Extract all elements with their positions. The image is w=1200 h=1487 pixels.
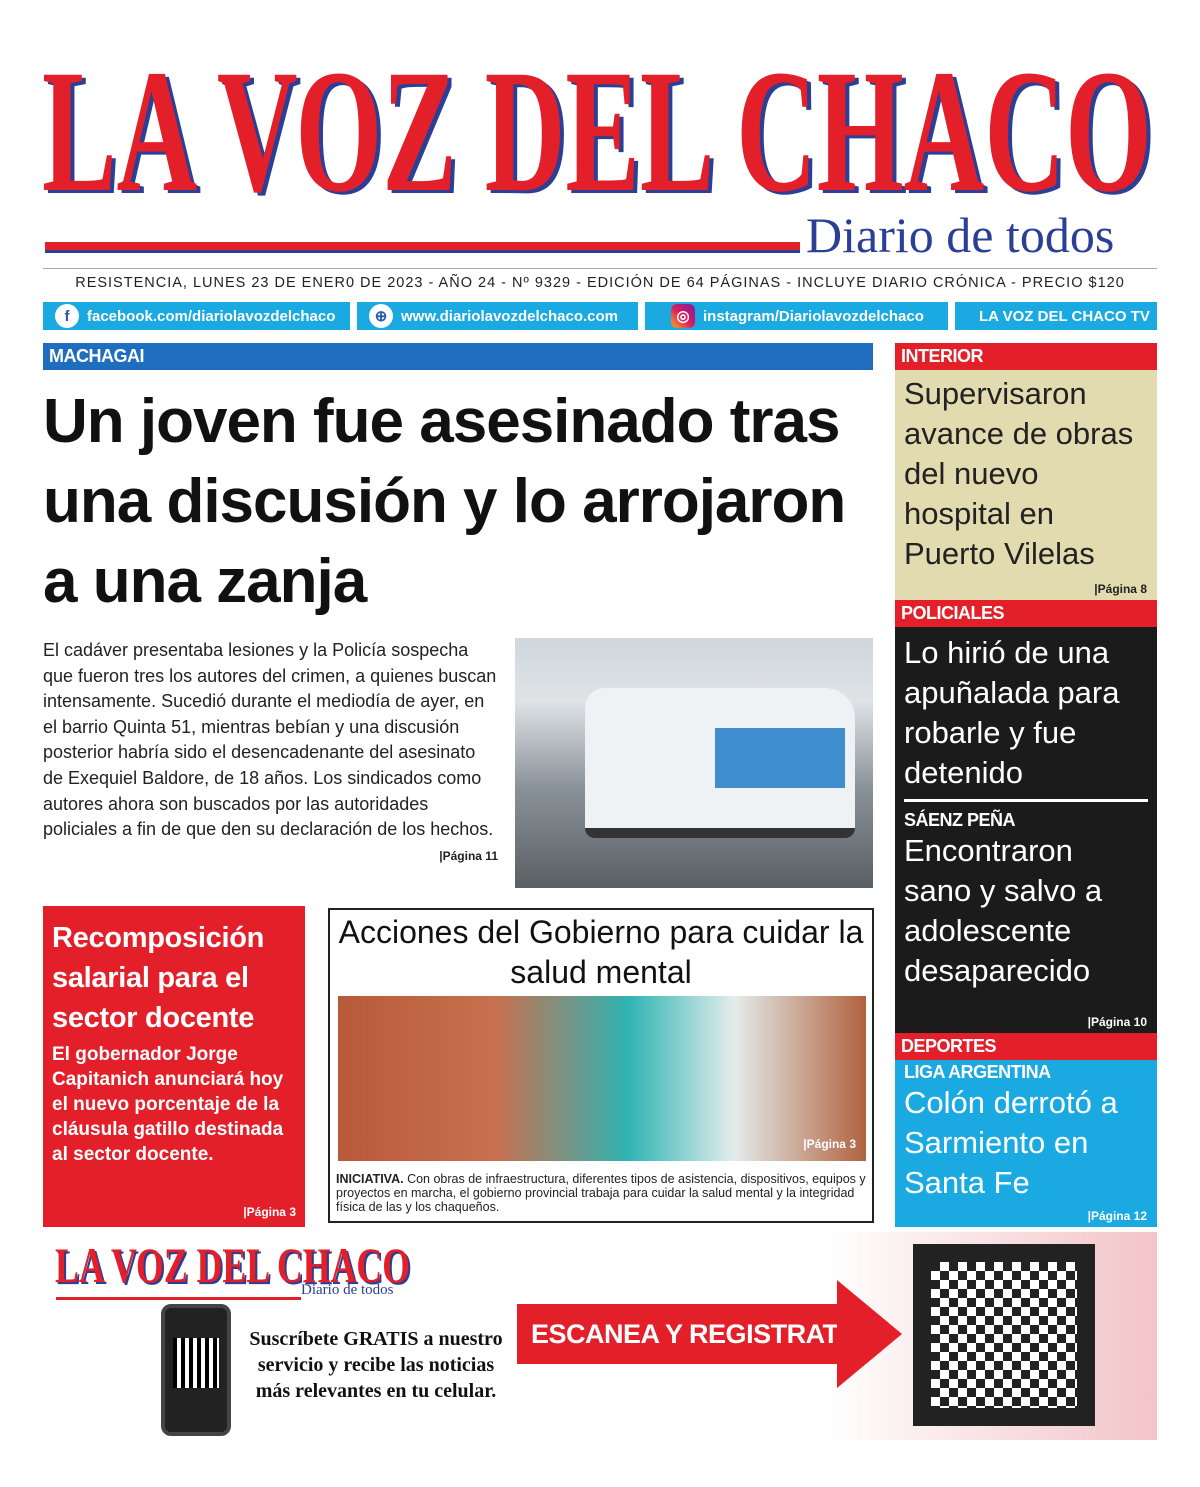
instagram-link[interactable]	[645, 302, 948, 330]
main-headline[interactable]: Un joven fue asesinado tras una discusión y lo arrojaron a una zanja	[43, 387, 846, 616]
page-ref: |Página 12	[1087, 1209, 1147, 1223]
deportes-headline: Colón derrotó a Sarmiento en Santa Fe	[904, 1085, 1118, 1200]
divider	[43, 268, 1157, 269]
subscribe-ad[interactable]	[43, 1232, 1157, 1440]
page-ref: |Página 10	[1087, 1015, 1147, 1029]
caption-text: Con obras de infraestructura, diferentes tipos de asistencia, dispositivos, equipos y proyectos en marcha, el gobierno provincial trabaja para cuidar la salud mental y la integridad física de las y los chaqueños.	[336, 1172, 866, 1214]
instagram-label: instagram/Diariolavozdelchaco	[703, 307, 924, 325]
qr-small-icon	[173, 1338, 219, 1388]
qr-pattern	[931, 1262, 1077, 1408]
section-label-interior: INTERIOR	[895, 343, 1157, 370]
qr-code[interactable]	[913, 1244, 1095, 1426]
phone-icon	[161, 1304, 231, 1436]
page-ref: |Página 8	[1094, 582, 1147, 596]
health-story[interactable]	[328, 908, 874, 1223]
health-caption	[336, 1172, 866, 1214]
section-label-machagai: MACHAGAI	[43, 343, 873, 370]
scan-cta: ESCANEA Y REGISTRATE	[517, 1304, 837, 1364]
website-label: www.diariolavozdelchaco.com	[401, 307, 619, 325]
salary-body: El gobernador Jorge Capitanich anunciará hoy el nuevo porcentaje de la cláusula gatillo destinada al sector docente.	[52, 1044, 284, 1165]
health-photo	[338, 996, 866, 1161]
globe-icon: ⊕	[369, 304, 393, 328]
divider	[904, 799, 1148, 802]
policiales-story[interactable]	[895, 627, 1157, 1033]
caption-lead: INICIATIVA.	[336, 1172, 404, 1186]
salary-story[interactable]	[43, 906, 305, 1227]
masthead-rule	[45, 242, 800, 250]
instagram-icon: ◎	[671, 304, 695, 328]
ad-logo-text: LA VOZ DEL CHACO	[55, 1237, 410, 1292]
interior-headline: Supervisaron avance de obras del nuevo hospital en Puerto Vilelas	[904, 376, 1134, 571]
masthead-title-text: LA VOZ DEL CHACO	[42, 34, 1152, 210]
page-ref: |Página 11	[439, 848, 498, 863]
arrow-right-icon	[837, 1280, 902, 1388]
tv-label: LA VOZ DEL CHACO TV	[979, 307, 1150, 325]
subsection-saenz-pena: SÁENZ PEÑA	[904, 810, 1016, 830]
ad-rule	[56, 1297, 301, 1300]
masthead-slogan: Diario de todos	[806, 207, 1115, 263]
health-headline: Acciones del Gobierno para cuidar la salud mental	[338, 914, 864, 990]
section-label-deportes: DEPORTES	[895, 1033, 1157, 1060]
section-label-policiales: POLICIALES	[895, 600, 1157, 627]
main-body-block	[43, 638, 498, 863]
police-truck-photo	[515, 638, 873, 888]
page-ref: |Página 3	[243, 1205, 296, 1219]
main-body: El cadáver presentaba lesiones y la Policía sospecha que fueron tres los autores del crimen, a quienes buscan intensamente. Sucedió durante el mediodía de ayer, en el barrio Quinta 51, mientras bebían y una discusión posterior habría sido el desencadenante del asesinato de Exequiel Baldore, de 18 años. Los sindicados como autores ahora son buscados por las autoridades policiales a fin de que den su declaración de los hechos.	[43, 640, 497, 840]
facebook-icon: f	[55, 304, 79, 328]
subsection-liga: LIGA ARGENTINA	[904, 1062, 1051, 1082]
deportes-story[interactable]	[895, 1060, 1157, 1227]
website-link[interactable]	[357, 302, 638, 330]
masthead-title	[42, 30, 1158, 210]
ad-logo-slogan: Diario de todos	[301, 1282, 394, 1298]
page-ref: |Página 3	[803, 1137, 856, 1151]
dateline: RESISTENCIA, LUNES 23 DE ENER0 DE 2023 - AÑO 24 - Nº 9329 - EDICIÓN DE 64 PÁGINAS - INCLUYE DIARIO CRÓNICA - PRECIO $120	[75, 275, 1125, 291]
facebook-link[interactable]	[43, 302, 350, 330]
policiales-headline: Lo hirió de una apuñalada para robarle y fue detenido	[904, 635, 1120, 790]
saenz-pena-headline: Encontraron sano y salvo a adolescente desaparecido	[904, 833, 1103, 988]
salary-headline: Recomposición salarial para el sector docente	[52, 922, 265, 1034]
tv-link[interactable]	[955, 302, 1157, 330]
facebook-label: facebook.com/diariolavozdelchaco	[87, 307, 336, 325]
ad-text: Suscríbete GRATIS a nuestro servicio y recibe las noticias más relevantes en tu celular.	[249, 1328, 503, 1402]
interior-story[interactable]	[895, 370, 1157, 600]
